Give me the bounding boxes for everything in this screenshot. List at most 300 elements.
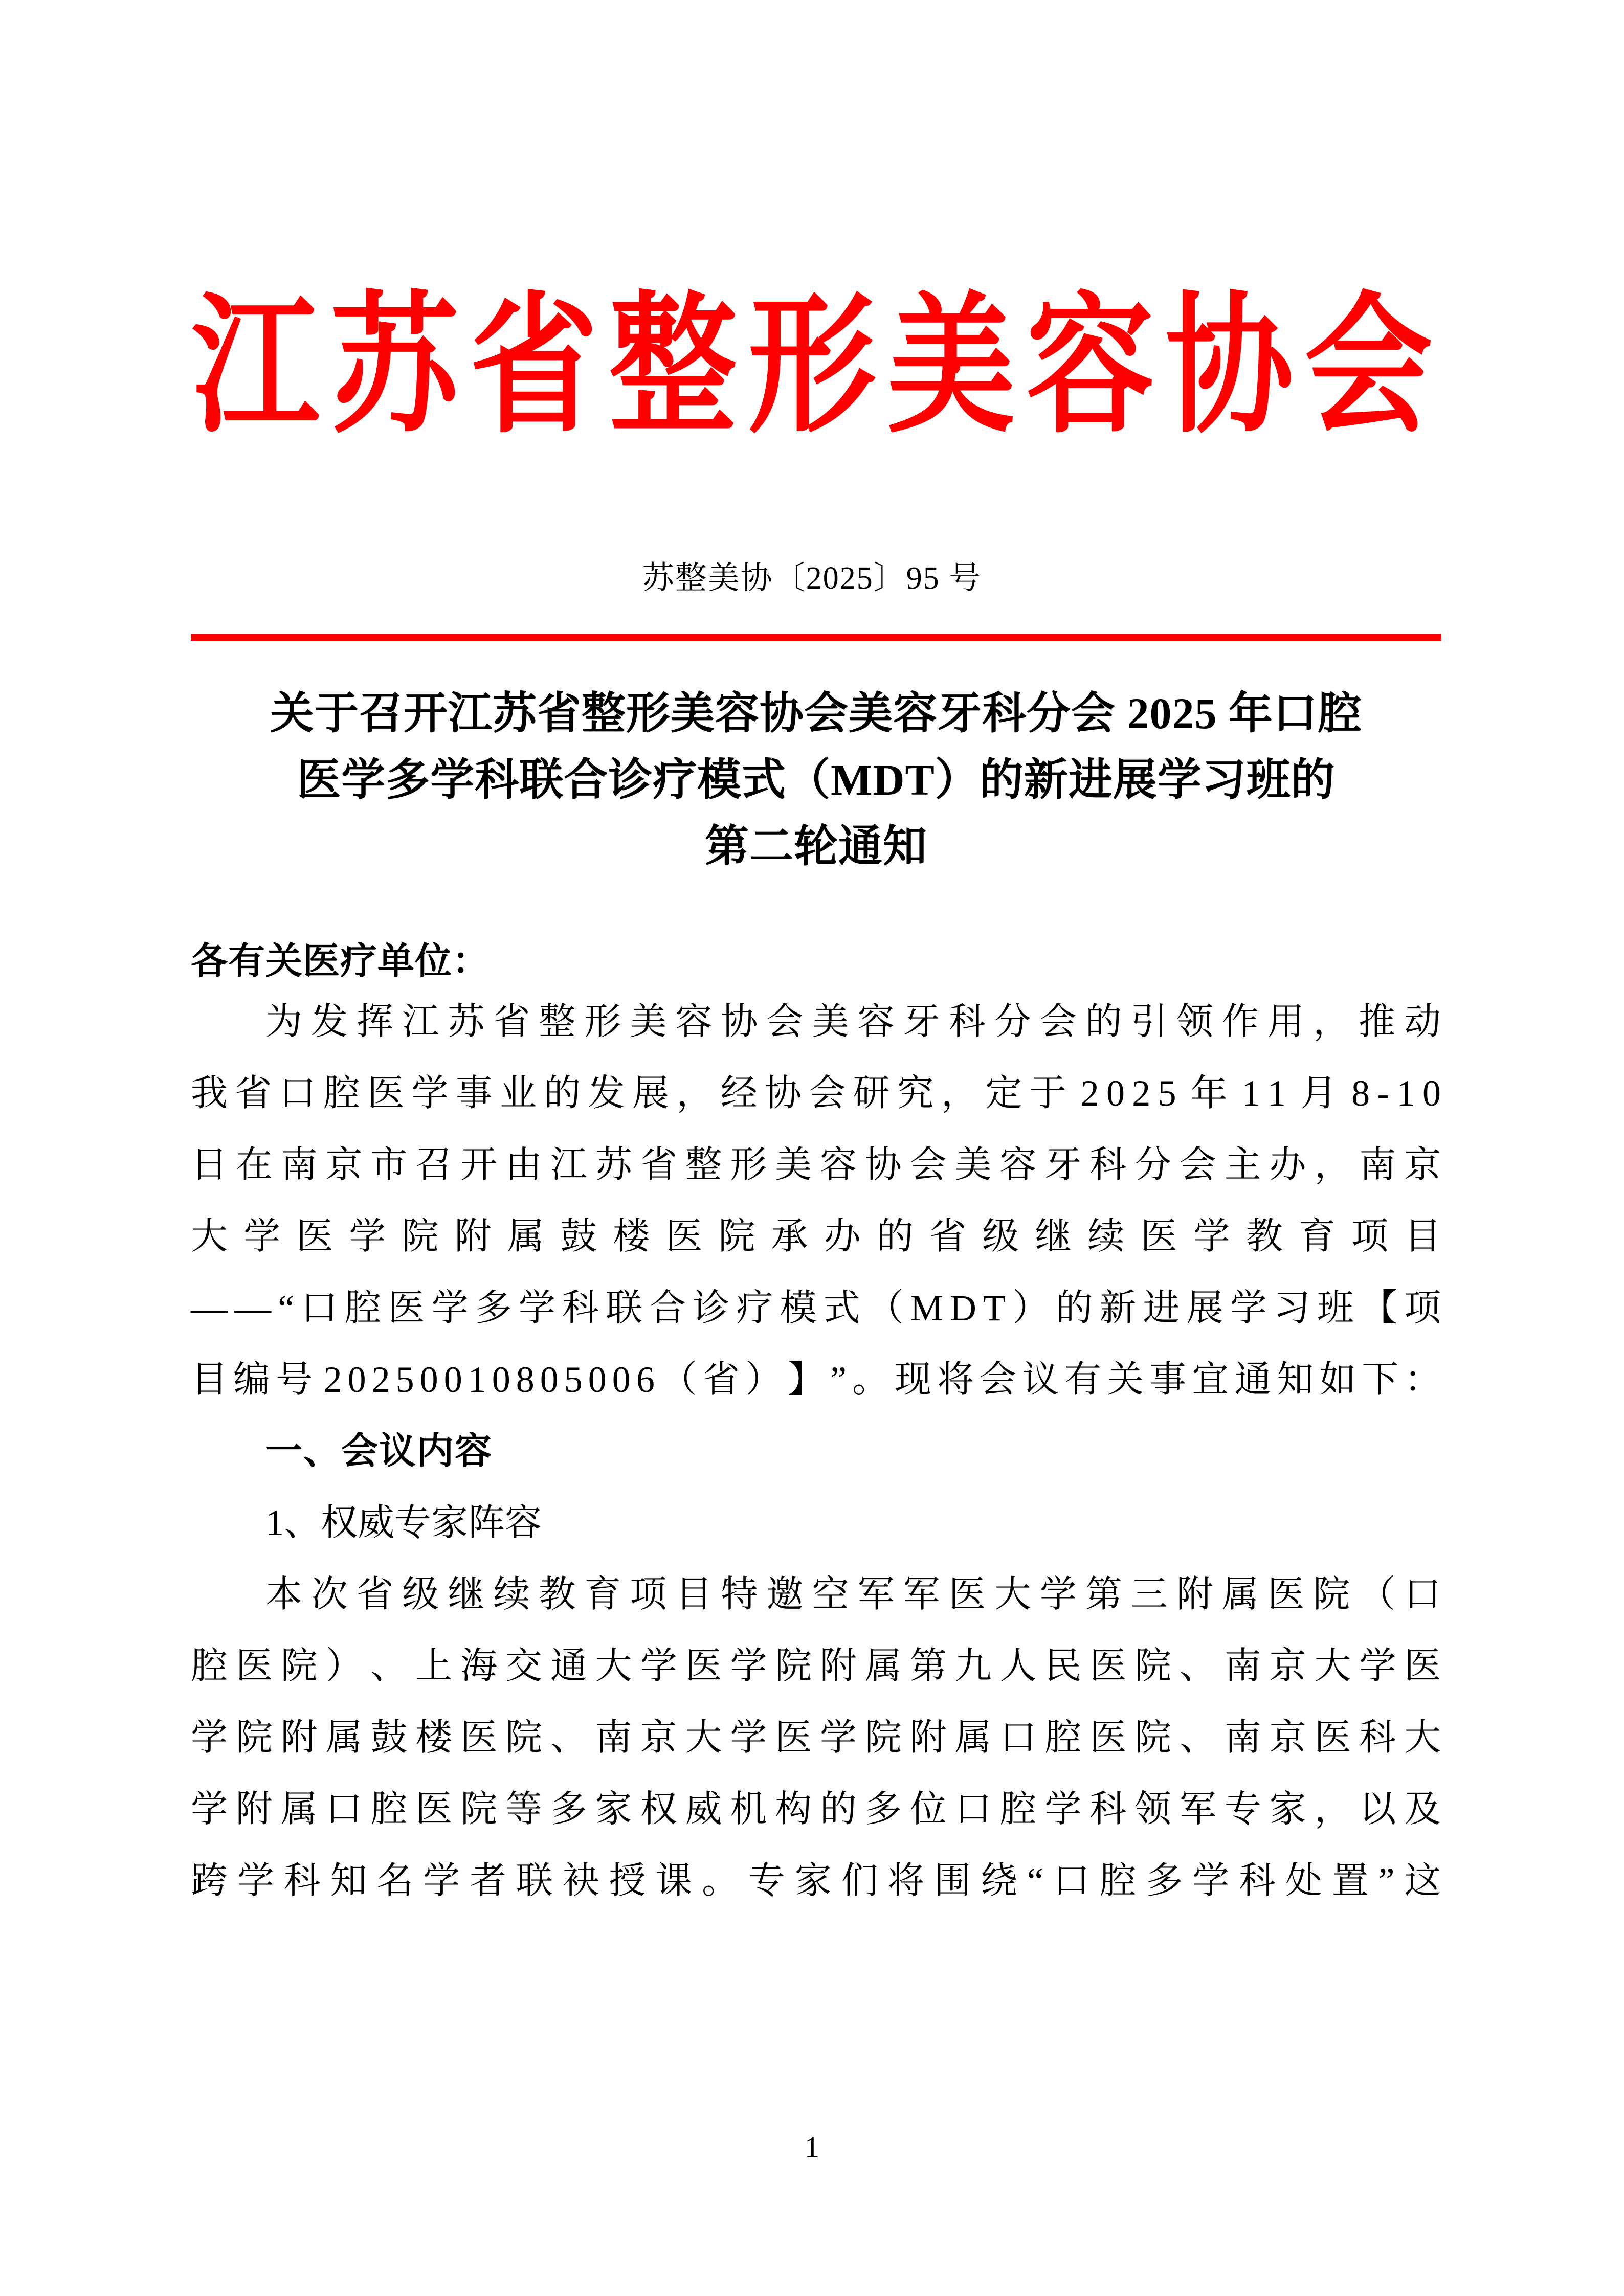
glyph: 学 bbox=[349, 1216, 386, 1257]
glyph: 江 bbox=[550, 1144, 588, 1185]
glyph: T bbox=[983, 1288, 1006, 1329]
glyph: 大 bbox=[1404, 1717, 1441, 1758]
glyph: 学 bbox=[820, 1717, 857, 1758]
glyph: 附 bbox=[280, 1717, 318, 1758]
glyph: 下 bbox=[1362, 1359, 1399, 1400]
glyph: 南 bbox=[1359, 1144, 1396, 1185]
glyph: 领 bbox=[1176, 1001, 1214, 1042]
glyph: 院 bbox=[864, 1717, 902, 1758]
glyph: 江 bbox=[402, 1001, 439, 1042]
glyph: 属 bbox=[954, 1717, 992, 1758]
glyph: 教 bbox=[1245, 1216, 1283, 1257]
glyph: 5 bbox=[564, 1359, 583, 1400]
glyph: 处 bbox=[1285, 1860, 1323, 1901]
glyph: 本 bbox=[265, 1574, 303, 1615]
glyph: 医 bbox=[415, 1789, 453, 1830]
glyph: 医 bbox=[388, 1288, 425, 1329]
glyph: 目 bbox=[191, 1359, 228, 1400]
glyph: 牙 bbox=[1044, 1144, 1082, 1185]
glyph: 学 bbox=[191, 1717, 228, 1758]
line-text bbox=[191, 1773, 1441, 1845]
glyph: 科 bbox=[283, 1860, 321, 1901]
glyph: 协 bbox=[764, 1073, 802, 1114]
glyph: 京 bbox=[1404, 1144, 1441, 1185]
glyph: 会 bbox=[1179, 1144, 1217, 1185]
glyph: （ bbox=[866, 1288, 904, 1329]
glyph: 事 bbox=[1149, 1359, 1187, 1400]
glyph: 属 bbox=[325, 1717, 363, 1758]
glyph: 领 bbox=[1134, 1789, 1172, 1830]
glyph: 特 bbox=[721, 1574, 758, 1615]
glyph: 动 bbox=[1404, 1001, 1441, 1042]
glyph: 目 bbox=[1404, 1216, 1441, 1257]
glyph: 院 bbox=[718, 1216, 755, 1257]
glyph: 育 bbox=[1298, 1216, 1336, 1257]
organization-name: 江苏省整形美容协会 bbox=[191, 284, 1444, 452]
glyph: 继 bbox=[1035, 1216, 1072, 1257]
glyph: 医 bbox=[775, 1717, 812, 1758]
glyph: 开 bbox=[460, 1144, 498, 1185]
glyph: 2 bbox=[1080, 1073, 1100, 1114]
glyph: 年 bbox=[1190, 1073, 1228, 1114]
glyph: 们 bbox=[841, 1860, 879, 1901]
glyph: 医 bbox=[685, 1646, 722, 1686]
glyph: 医 bbox=[1140, 1216, 1178, 1257]
glyph: 知 bbox=[1277, 1359, 1314, 1400]
glyph: 科 bbox=[1089, 1144, 1127, 1185]
glyph: 院 bbox=[1134, 1717, 1172, 1758]
glyph: 联 bbox=[516, 1860, 553, 1901]
glyph: 的 bbox=[544, 1073, 581, 1114]
paragraph-1-line-2 bbox=[191, 1057, 1441, 1129]
glyph: 续 bbox=[493, 1574, 530, 1615]
glyph: 附 bbox=[1176, 1574, 1214, 1615]
glyph: 附 bbox=[820, 1646, 857, 1686]
glyph: 鼓 bbox=[370, 1717, 408, 1758]
glyph: 学 bbox=[1359, 1646, 1396, 1686]
glyph: 军 bbox=[1179, 1789, 1217, 1830]
glyph: 容 bbox=[999, 1144, 1037, 1185]
glyph: 京 bbox=[640, 1717, 678, 1758]
line-text bbox=[191, 1702, 1441, 1773]
glyph: 、 bbox=[550, 1717, 588, 1758]
glyph: 机 bbox=[730, 1789, 767, 1830]
glyph: 学 bbox=[640, 1646, 678, 1686]
glyph: 家 bbox=[794, 1860, 832, 1901]
glyph: 联 bbox=[606, 1288, 643, 1329]
glyph: 发 bbox=[588, 1073, 626, 1114]
glyph: 如 bbox=[1319, 1359, 1356, 1400]
document-number: 苏整美协〔2025〕95 号 bbox=[642, 561, 982, 596]
glyph: 学 bbox=[1192, 1860, 1230, 1901]
glyph: 大 bbox=[595, 1646, 633, 1686]
glyph: 空 bbox=[812, 1574, 850, 1615]
glyph: 腔 bbox=[191, 1646, 228, 1686]
glyph: 编 bbox=[233, 1359, 271, 1400]
glyph: “ bbox=[278, 1288, 295, 1329]
glyph: 形 bbox=[584, 1001, 621, 1042]
glyph: 省 bbox=[929, 1216, 967, 1257]
glyph: 展 bbox=[632, 1073, 670, 1114]
glyph: 容 bbox=[857, 1001, 895, 1042]
paragraph-1-line-3 bbox=[191, 1129, 1441, 1201]
glyph: ， bbox=[1313, 1001, 1350, 1042]
glyph: 学 bbox=[730, 1717, 767, 1758]
section-1-item-1: 1、权威专家阵容 bbox=[265, 1502, 542, 1543]
glyph: 腔 bbox=[344, 1288, 382, 1329]
glyph: 军 bbox=[857, 1574, 895, 1615]
glyph: 学 bbox=[431, 1288, 469, 1329]
glyph: 学 bbox=[191, 1789, 228, 1830]
glyph: 交 bbox=[505, 1646, 543, 1686]
glyph: 展 bbox=[1186, 1288, 1224, 1329]
glyph: 附 bbox=[235, 1789, 273, 1830]
glyph: 大 bbox=[1314, 1646, 1351, 1686]
glyph: D bbox=[949, 1288, 977, 1329]
glyph: 大 bbox=[191, 1216, 228, 1257]
glyph: 九 bbox=[954, 1646, 992, 1686]
glyph: 的 bbox=[1056, 1288, 1093, 1329]
glyph: 的 bbox=[1085, 1001, 1123, 1042]
glyph: 0 bbox=[1106, 1073, 1125, 1114]
glyph: 形 bbox=[730, 1144, 767, 1185]
glyph: 0 bbox=[612, 1359, 631, 1400]
glyph: 班 bbox=[1317, 1288, 1354, 1329]
glyph: 袂 bbox=[562, 1860, 600, 1901]
glyph: 上 bbox=[415, 1646, 453, 1686]
glyph: 省 bbox=[640, 1144, 678, 1185]
glyph: 日 bbox=[191, 1144, 228, 1185]
glyph: 新 bbox=[1099, 1288, 1137, 1329]
glyph: 南 bbox=[1224, 1646, 1262, 1686]
glyph: - bbox=[1377, 1073, 1390, 1114]
glyph: 美 bbox=[812, 1001, 850, 1042]
glyph: 次 bbox=[311, 1574, 348, 1615]
glyph: 为 bbox=[265, 1001, 303, 1042]
glyph: 1 bbox=[468, 1359, 487, 1400]
glyph: 分 bbox=[994, 1001, 1032, 1042]
glyph: 议 bbox=[1022, 1359, 1059, 1400]
glyph: 会 bbox=[909, 1144, 947, 1185]
glyph: 5 bbox=[395, 1359, 415, 1400]
glyph: 疗 bbox=[736, 1288, 773, 1329]
glyph: 名 bbox=[376, 1860, 414, 1901]
glyph: 课 bbox=[655, 1860, 693, 1901]
glyph: 置 bbox=[1331, 1860, 1369, 1901]
glyph: 医 bbox=[1267, 1574, 1305, 1615]
glyph: 院 bbox=[280, 1646, 318, 1686]
glyph: 发 bbox=[311, 1001, 348, 1042]
glyph: 知 bbox=[330, 1860, 367, 1901]
red-divider-rule bbox=[191, 634, 1441, 641]
glyph: 办 bbox=[824, 1216, 861, 1257]
line-text bbox=[191, 1272, 1441, 1344]
glyph: 美 bbox=[954, 1144, 992, 1185]
glyph: 属 bbox=[507, 1216, 545, 1257]
glyph: 口 bbox=[1053, 1860, 1091, 1901]
glyph: ， bbox=[941, 1073, 978, 1114]
glyph: 医 bbox=[367, 1073, 405, 1114]
glyph: 6 bbox=[636, 1359, 655, 1400]
glyph: 】 bbox=[787, 1359, 825, 1400]
glyph: 关 bbox=[1107, 1359, 1144, 1400]
glyph: 院 bbox=[1134, 1646, 1172, 1686]
glyph: 会 bbox=[980, 1359, 1017, 1400]
glyph: 医 bbox=[1314, 1717, 1351, 1758]
glyph: 用 bbox=[1267, 1001, 1305, 1042]
glyph: 美 bbox=[775, 1144, 812, 1185]
glyph: 口 bbox=[279, 1073, 317, 1114]
glyph: 军 bbox=[903, 1574, 941, 1615]
glyph: 习 bbox=[1273, 1288, 1311, 1329]
glyph: 2 bbox=[323, 1359, 343, 1400]
paragraph-1 bbox=[191, 986, 1441, 1415]
glyph: 主 bbox=[1224, 1144, 1262, 1185]
glyph: 通 bbox=[550, 1646, 588, 1686]
glyph: 0 bbox=[419, 1359, 439, 1400]
glyph: 口 bbox=[999, 1717, 1037, 1758]
glyph: 美 bbox=[630, 1001, 667, 1042]
glyph: 学 bbox=[243, 1216, 281, 1257]
glyph: 引 bbox=[1130, 1001, 1168, 1042]
glyph: 腔 bbox=[999, 1789, 1037, 1830]
glyph: 京 bbox=[325, 1144, 363, 1185]
glyph: 学 bbox=[237, 1860, 275, 1901]
glyph: 属 bbox=[280, 1789, 318, 1830]
salutation: 各有关医疗单位： bbox=[191, 941, 490, 982]
glyph: 腔 bbox=[370, 1789, 408, 1830]
glyph: 究 bbox=[897, 1073, 935, 1114]
glyph: 科 bbox=[948, 1001, 986, 1042]
glyph: 构 bbox=[775, 1789, 812, 1830]
glyph: 院 bbox=[460, 1789, 498, 1830]
glyph: 的 bbox=[820, 1789, 857, 1830]
page-title-line-1: 关于召开江苏省整形美容协会美容牙科分会 2025 年口腔 bbox=[270, 689, 1362, 738]
glyph: 0 bbox=[588, 1359, 607, 1400]
paragraph-2 bbox=[191, 1559, 1441, 1917]
glyph: 级 bbox=[982, 1216, 1019, 1257]
glyph: 2 bbox=[371, 1359, 391, 1400]
glyph: — bbox=[191, 1288, 228, 1329]
glyph: 、 bbox=[1179, 1717, 1217, 1758]
glyph: 医 bbox=[296, 1216, 333, 1257]
glyph: 诊 bbox=[693, 1288, 730, 1329]
glyph: 学 bbox=[423, 1860, 460, 1901]
glyph: 第 bbox=[1085, 1574, 1123, 1615]
line-text bbox=[191, 1845, 1441, 1917]
glyph: 威 bbox=[685, 1789, 722, 1830]
glyph: 继 bbox=[448, 1574, 485, 1615]
glyph: （ bbox=[660, 1359, 698, 1400]
glyph: 式 bbox=[823, 1288, 861, 1329]
glyph: 通 bbox=[1234, 1359, 1272, 1400]
glyph: 三 bbox=[1130, 1574, 1168, 1615]
glyph: 0 bbox=[443, 1359, 463, 1400]
glyph: 学 bbox=[1039, 1574, 1077, 1615]
glyph: 大 bbox=[685, 1717, 722, 1758]
glyph: 多 bbox=[550, 1789, 588, 1830]
glyph: 口 bbox=[325, 1789, 363, 1830]
glyph: 苏 bbox=[595, 1144, 633, 1185]
glyph: 邀 bbox=[766, 1574, 804, 1615]
glyph: 市 bbox=[370, 1144, 408, 1185]
letterhead bbox=[0, 284, 1624, 452]
glyph: 整 bbox=[685, 1144, 722, 1185]
glyph: 多 bbox=[475, 1288, 513, 1329]
glyph: 级 bbox=[402, 1574, 439, 1615]
glyph: 院 bbox=[1313, 1574, 1350, 1615]
glyph: 医 bbox=[948, 1574, 986, 1615]
glyph: 我 bbox=[191, 1073, 228, 1114]
glyph: 南 bbox=[1224, 1717, 1262, 1758]
glyph: 续 bbox=[1087, 1216, 1125, 1257]
glyph: ， bbox=[1314, 1789, 1351, 1830]
glyph: 号 bbox=[276, 1359, 313, 1400]
glyph: 5 bbox=[1158, 1073, 1177, 1114]
glyph: 专 bbox=[1224, 1789, 1262, 1830]
glyph: 0 bbox=[1422, 1073, 1441, 1114]
glyph: 研 bbox=[853, 1073, 890, 1114]
glyph: 多 bbox=[1146, 1860, 1183, 1901]
glyph: 第 bbox=[909, 1646, 947, 1686]
glyph: 育 bbox=[584, 1574, 621, 1615]
glyph: 南 bbox=[595, 1717, 633, 1758]
glyph: 学 bbox=[1193, 1216, 1231, 1257]
glyph: 定 bbox=[985, 1073, 1022, 1114]
glyph: 省 bbox=[235, 1073, 272, 1114]
glyph: 科 bbox=[562, 1288, 599, 1329]
glyph: 绕 bbox=[981, 1860, 1018, 1901]
glyph: 项 bbox=[1351, 1216, 1389, 1257]
glyph: 口 bbox=[954, 1789, 992, 1830]
glyph: 容 bbox=[820, 1144, 857, 1185]
glyph: 民 bbox=[1044, 1646, 1082, 1686]
paragraph-1-line-6 bbox=[191, 1344, 1441, 1415]
glyph: “ bbox=[1027, 1860, 1044, 1901]
glyph: 业 bbox=[500, 1073, 537, 1114]
glyph: 苏 bbox=[448, 1001, 485, 1042]
page-title bbox=[191, 680, 1441, 880]
glyph: 协 bbox=[864, 1144, 902, 1185]
glyph: 医 bbox=[460, 1717, 498, 1758]
glyph: 多 bbox=[864, 1789, 902, 1830]
glyph: 授 bbox=[609, 1860, 646, 1901]
glyph: 腔 bbox=[323, 1073, 361, 1114]
glyph: 专 bbox=[748, 1860, 786, 1901]
glyph: 办 bbox=[1269, 1144, 1307, 1185]
glyph: 科 bbox=[1239, 1860, 1276, 1901]
glyph: 京 bbox=[1269, 1717, 1307, 1758]
paragraph-2-line-2 bbox=[191, 1630, 1441, 1702]
glyph: 省 bbox=[702, 1359, 740, 1400]
glyph: 学 bbox=[411, 1073, 449, 1114]
glyph: 月 bbox=[1300, 1073, 1338, 1114]
glyph: 这 bbox=[1404, 1860, 1441, 1901]
paragraph-1-line-1 bbox=[191, 986, 1441, 1057]
glyph: ” bbox=[1378, 1860, 1395, 1901]
page-title-line-3: 第二轮通知 bbox=[705, 822, 927, 871]
glyph: 医 bbox=[1404, 1646, 1441, 1686]
page-number: 1 bbox=[805, 2130, 819, 2164]
glyph: 院 bbox=[505, 1717, 543, 1758]
glyph: 医 bbox=[235, 1646, 273, 1686]
glyph: 等 bbox=[505, 1789, 543, 1830]
paragraph-2-line-5 bbox=[191, 1845, 1441, 1917]
glyph: 科 bbox=[1359, 1717, 1396, 1758]
glyph: 医 bbox=[665, 1216, 703, 1257]
glyph: 、 bbox=[370, 1646, 408, 1686]
glyph: 的 bbox=[876, 1216, 914, 1257]
glyph: 医 bbox=[1089, 1646, 1127, 1686]
page-title-line-2: 医学多学科联合诊疗模式（MDT）的新进展学习班的 bbox=[297, 755, 1336, 804]
glyph: 家 bbox=[595, 1789, 633, 1830]
glyph: ， bbox=[1314, 1144, 1351, 1185]
glyph: 楼 bbox=[415, 1717, 453, 1758]
glyph: 承 bbox=[771, 1216, 809, 1257]
glyph: 宜 bbox=[1192, 1359, 1229, 1400]
glyph: 附 bbox=[909, 1717, 947, 1758]
glyph: 模 bbox=[780, 1288, 817, 1329]
glyph: M bbox=[910, 1288, 944, 1329]
glyph: 0 bbox=[492, 1359, 511, 1400]
glyph: 整 bbox=[539, 1001, 576, 1042]
line-text bbox=[191, 1630, 1441, 1702]
glyph: 鼓 bbox=[560, 1216, 597, 1257]
glyph: ， bbox=[676, 1073, 714, 1114]
glyph: 省 bbox=[357, 1574, 394, 1615]
line-text bbox=[191, 1201, 1441, 1272]
glyph: 京 bbox=[1269, 1646, 1307, 1686]
glyph: 会 bbox=[1039, 1001, 1077, 1042]
glyph: 省 bbox=[493, 1001, 530, 1042]
paragraph-2-line-3 bbox=[191, 1702, 1441, 1773]
glyph: 。 bbox=[852, 1359, 889, 1400]
glyph: 2 bbox=[1132, 1073, 1151, 1114]
paragraph-2-line-4 bbox=[191, 1773, 1441, 1845]
paragraph-1-line-4 bbox=[191, 1201, 1441, 1272]
glyph: 跨 bbox=[191, 1860, 228, 1901]
glyph: 0 bbox=[540, 1359, 559, 1400]
glyph: 【 bbox=[1360, 1288, 1398, 1329]
glyph: 召 bbox=[415, 1144, 453, 1185]
glyph: 1 bbox=[1241, 1073, 1261, 1114]
glyph: 由 bbox=[505, 1144, 543, 1185]
glyph: 附 bbox=[454, 1216, 492, 1257]
glyph: ） bbox=[1012, 1288, 1050, 1329]
glyph: 1 bbox=[1396, 1073, 1416, 1114]
line-text bbox=[265, 986, 1441, 1057]
glyph: 现 bbox=[894, 1359, 932, 1400]
glyph: 腔 bbox=[1044, 1717, 1082, 1758]
glyph: 学 bbox=[518, 1288, 556, 1329]
glyph: 学 bbox=[1230, 1288, 1267, 1329]
glyph: 腔 bbox=[1099, 1860, 1137, 1901]
glyph: 以 bbox=[1359, 1789, 1396, 1830]
glyph: ） bbox=[325, 1646, 363, 1686]
glyph: 协 bbox=[721, 1001, 758, 1042]
glyph: — bbox=[234, 1288, 272, 1329]
glyph: 者 bbox=[469, 1860, 507, 1901]
glyph: 8 bbox=[1351, 1073, 1370, 1114]
glyph: 院 bbox=[775, 1646, 812, 1686]
section-heading-1: 一、会议内容 bbox=[265, 1431, 493, 1472]
glyph: 院 bbox=[235, 1717, 273, 1758]
glyph: 将 bbox=[887, 1860, 925, 1901]
line-text bbox=[191, 1129, 1441, 1201]
line-text bbox=[265, 1559, 1441, 1630]
glyph: 权 bbox=[640, 1789, 678, 1830]
glyph: 属 bbox=[864, 1646, 902, 1686]
